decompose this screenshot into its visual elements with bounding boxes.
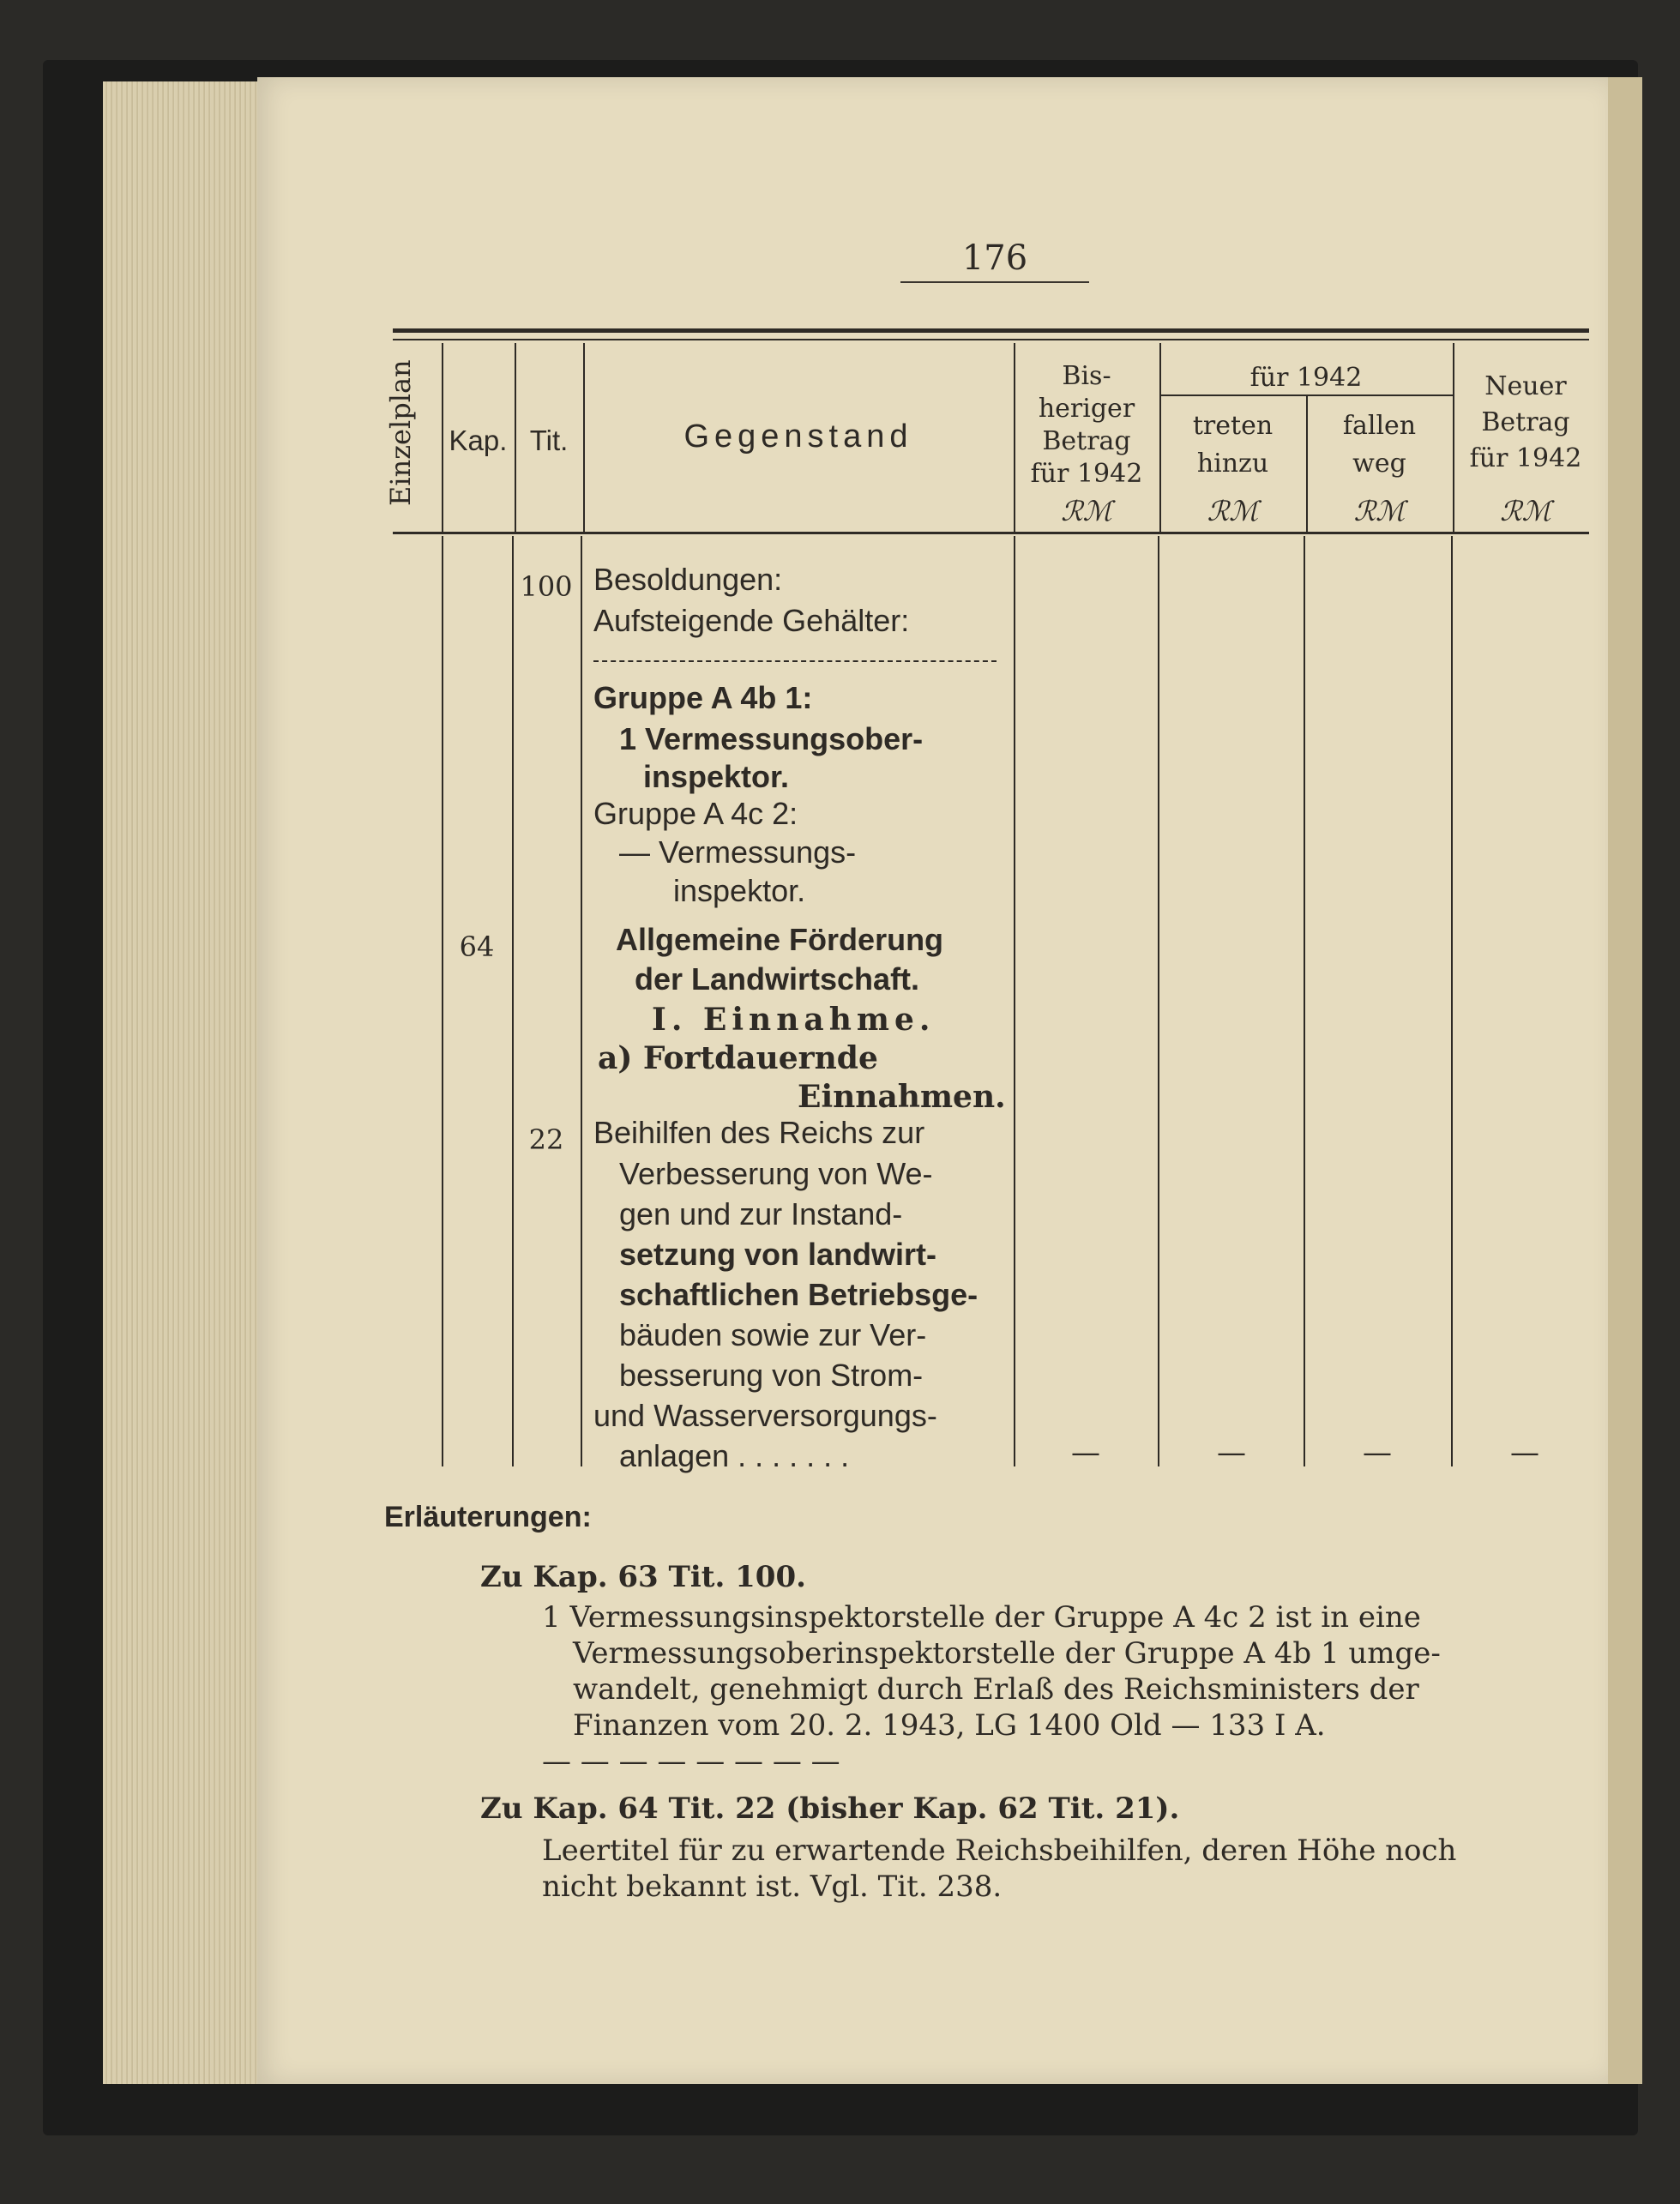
header-fallen-weg: fallen weg (1342, 411, 1417, 479)
row-vermessungsober-1: 1 Vermessungsober- (619, 721, 924, 756)
amount-treten-hinzu: — (1217, 1436, 1246, 1470)
header-neuer-betrag: Neuer Betrag für 1942 (1469, 371, 1582, 473)
note2-heading: Zu Kap. 64 Tit. 22 (bisher Kap. 62 Tit. 21). (480, 1792, 1180, 1826)
row-einnahme: I. Einnahme. (652, 1002, 936, 1038)
row-beihilfen-line: und Wasserversorgungs- (593, 1398, 937, 1433)
row-beihilfen-line: setzung von landwirt- (619, 1237, 937, 1272)
currency-label: ℛℳ (1353, 495, 1406, 527)
row-allgemeine-1: Allgemeine Förderung (616, 922, 944, 957)
notes-title: Erläuterungen: (384, 1501, 592, 1533)
row-beihilfen-line: Beihilfen des Reichs zur (593, 1115, 925, 1150)
row-beihilfen-line: besserung von Strom- (619, 1358, 924, 1393)
col-line (581, 536, 582, 1466)
tit-100: 100 (520, 570, 573, 603)
row-beihilfen-line: Verbesserung von We- (619, 1156, 933, 1191)
row-besoldungen: Besoldungen: (593, 562, 783, 597)
amount-fallen-weg: — (1363, 1436, 1392, 1470)
note2-line: nicht bekannt ist. Vgl. Tit. 238. (542, 1870, 1003, 1904)
row-vermessungs-2: inspektor. (673, 873, 806, 908)
row-gruppe-a4b1: Gruppe A 4b 1: (593, 680, 813, 715)
row-beihilfen-line: anlagen . . . . . . . (619, 1438, 850, 1473)
page-edges (103, 81, 274, 2084)
row-allgemeine-2: der Landwirtschaft. (635, 961, 920, 997)
amount-neuer-betrag: — (1510, 1436, 1539, 1470)
table-top-rule-2 (393, 339, 1589, 340)
col-line (1304, 536, 1305, 1466)
header-gegenstand: Gegenstand (683, 419, 913, 455)
note1-line: wandelt, genehmigt durch Erlaß des Reichsministers der (573, 1672, 1419, 1707)
row-beihilfen-line: bäuden sowie zur Ver- (619, 1317, 927, 1352)
header-kap: Kap. (449, 425, 508, 456)
note1-line: Finanzen vom 20. 2. 1943, LG 1400 Old — 133 I A. (573, 1708, 1326, 1743)
row-gruppe-a4c2: Gruppe A 4c 2: (593, 796, 798, 831)
col-line (512, 536, 514, 1466)
kap-64: 64 (459, 930, 495, 963)
row-vermessungs-1: — Vermessungs- (619, 834, 857, 870)
currency-label: ℛℳ (1061, 495, 1112, 527)
notes-separator: — — — — — — — — (542, 1744, 840, 1779)
note1-line: 1 Vermessungsinspektorstelle der Gruppe A 4c 2 ist in eine (542, 1600, 1421, 1635)
header-bottom-rule (393, 532, 1589, 534)
row-fortdauernde-2: Einnahmen. (798, 1079, 1006, 1115)
row-vermessungsober-2: inspektor. (643, 759, 790, 794)
note2-line: Leertitel für zu erwartende Reichsbeihilfen, deren Höhe noch (542, 1834, 1457, 1868)
note1-heading: Zu Kap. 63 Tit. 100. (480, 1560, 806, 1594)
header-tit: Tit. (529, 425, 569, 456)
col-line (1451, 536, 1453, 1466)
col-line (1014, 536, 1015, 1466)
right-page-edge (1608, 77, 1642, 2084)
page-number-rule (900, 281, 1089, 283)
amount-bisheriger: — (1071, 1436, 1100, 1470)
header-fuer-1942: für 1942 (1249, 363, 1363, 393)
col-line (442, 536, 443, 1466)
row-fortdauernde-1: a) Fortdauernde (598, 1040, 878, 1076)
dash-separator (593, 660, 997, 662)
row-beihilfen-line: schaftlichen Betriebsge- (619, 1277, 978, 1312)
row-beihilfen-line: gen und zur Instand- (619, 1196, 903, 1231)
row-aufsteigende: Aufsteigende Gehälter: (593, 603, 910, 638)
note1-line: Vermessungsoberinspektorstelle der Gruppe A 4b 1 umge- (573, 1636, 1441, 1671)
header-einzelplan: Einzelplan (384, 359, 417, 506)
page-number: 176 (961, 238, 1028, 278)
header-bisheriger: Bis- heriger Betrag für 1942 (1030, 361, 1143, 489)
currency-label: ℛℳ (1500, 495, 1551, 527)
table-top-rule (393, 328, 1589, 333)
tit-22: 22 (528, 1123, 564, 1156)
currency-label: ℛℳ (1207, 495, 1259, 527)
col-line (1158, 536, 1159, 1466)
header-treten-hinzu: treten hinzu (1192, 411, 1274, 479)
